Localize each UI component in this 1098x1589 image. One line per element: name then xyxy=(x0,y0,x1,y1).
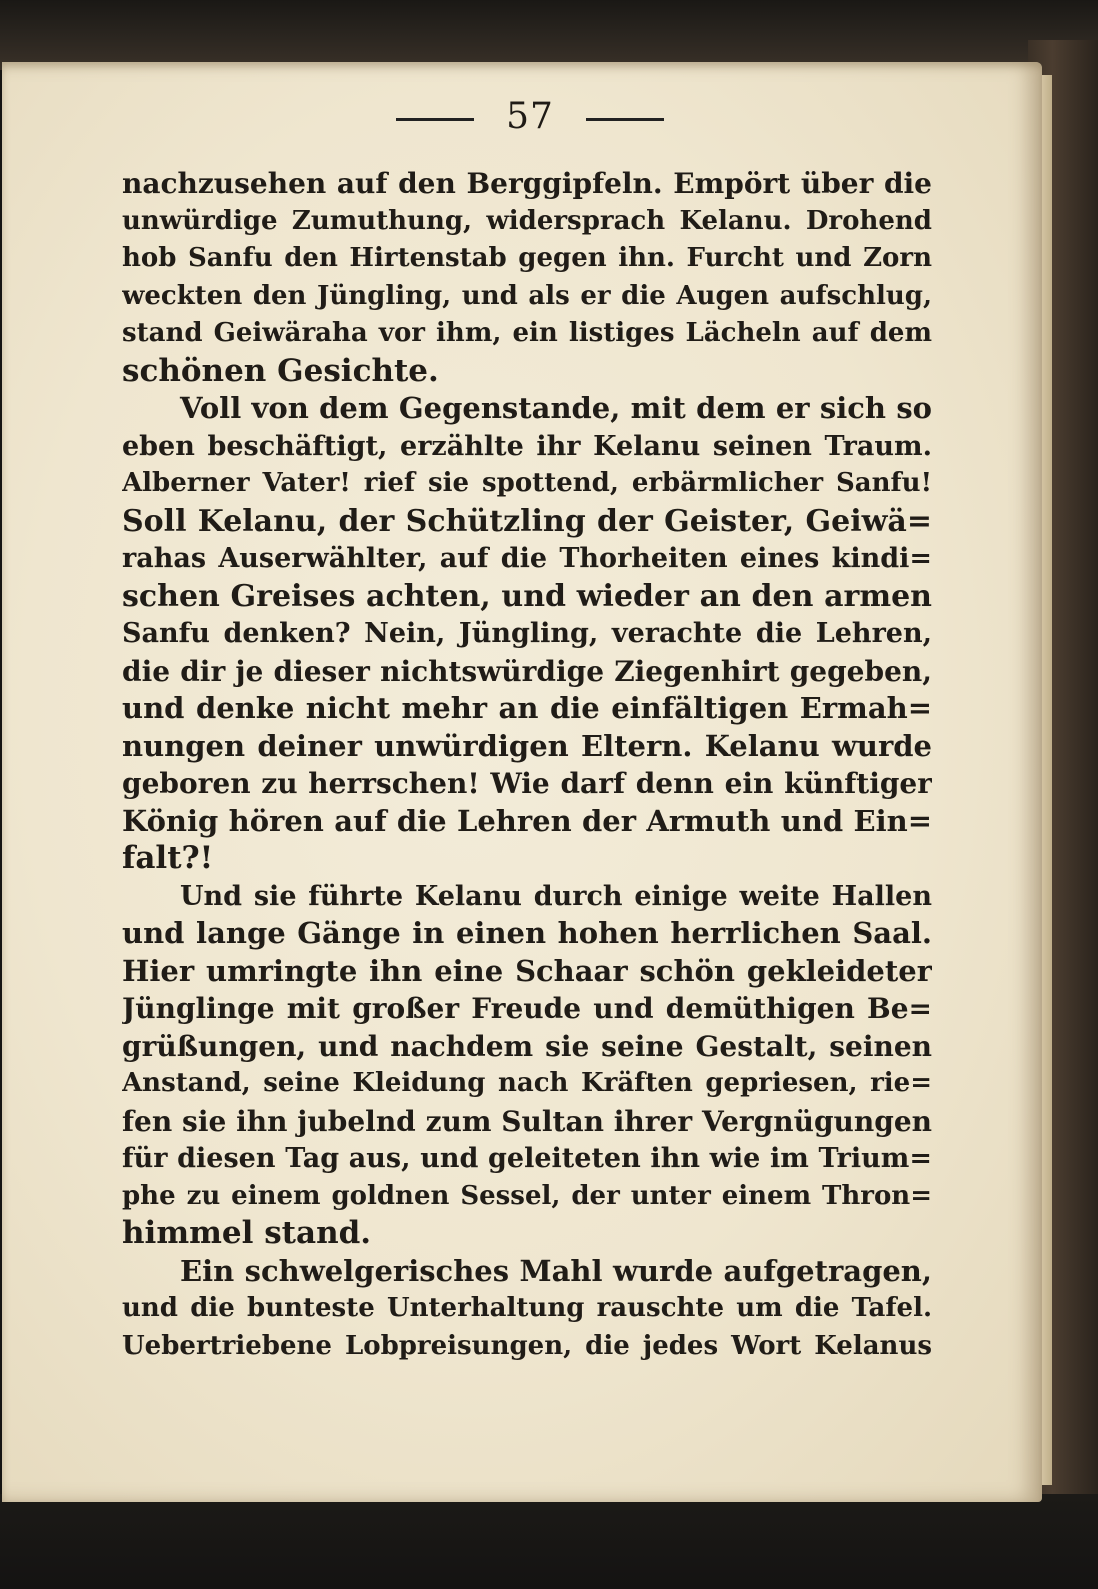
text-line: grüßungen, und nachdem sie seine Gestalt, seinen xyxy=(122,1029,932,1063)
text-line: für diesen Tag aus, und geleiteten ihn wie im Trium= xyxy=(122,1143,932,1174)
text-line: die dir je dieser nichtswürdige Ziegenhirt gegeben, xyxy=(122,654,932,688)
text-line: Und sie führte Kelanu durch einige weite Hallen xyxy=(180,880,932,912)
text-line: hob Sanfu den Hirtenstab gegen ihn. Furcht und Zorn xyxy=(122,243,932,273)
text-line: Ein schwelgerisches Mahl wurde aufgetragen, xyxy=(180,1253,932,1288)
text-line: himmel stand. xyxy=(122,1215,372,1251)
text-line: und lange Gänge in einen hohen herrlichen Saal. xyxy=(122,916,932,950)
text-line: schen Greises achten, und wieder an den armen xyxy=(122,578,932,614)
text-line: nungen deiner unwürdigen Eltern. Kelanu wurde xyxy=(122,728,932,763)
text-line: Uebertriebene Lobpreisungen, die jedes Wort Kelanus xyxy=(122,1330,932,1361)
body-text xyxy=(122,165,932,1365)
text-line: rahas Auserwählter, auf die Thorheiten eines kindi= xyxy=(122,543,932,574)
text-line: stand Geiwäraha vor ihm, ein listiges Lächeln auf dem xyxy=(122,318,932,348)
book-cover-bottom xyxy=(0,1494,1098,1589)
text-line: falt?! xyxy=(122,840,214,876)
text-line: Sanfu denken? Nein, Jüngling, verachte die Lehren, xyxy=(122,618,932,649)
text-line: Soll Kelanu, der Schützling der Geister, Geiwä= xyxy=(122,503,932,539)
text-line: Anstand, seine Kleidung nach Kräften gepriesen, rie= xyxy=(122,1068,932,1098)
text-line: weckten den Jüngling, und als er die Augen aufschlug, xyxy=(122,280,932,311)
text-line: König hören auf die Lehren der Armuth und Ein= xyxy=(122,803,932,838)
text-line: phe zu einem goldnen Sessel, der unter einem Thron= xyxy=(122,1180,932,1211)
page-header xyxy=(0,96,1060,137)
text-line: geboren zu herrschen! Wie darf denn ein künftiger xyxy=(122,767,932,800)
text-line: Voll von dem Gegenstande, mit dem er sich so xyxy=(180,391,932,425)
text-line: fen sie ihn jubelnd zum Sultan ihrer Vergnügungen xyxy=(122,1104,932,1138)
text-line: eben beschäftigt, erzählte ihr Kelanu seinen Traum. xyxy=(122,430,932,462)
text-line: unwürdige Zumuthung, widersprach Kelanu. Drohend xyxy=(122,205,932,236)
text-line: Alberner Vater! rief sie spottend, erbärmlicher Sanfu! xyxy=(122,468,932,498)
header-rule-left xyxy=(396,118,474,121)
header-rule-right xyxy=(586,118,664,121)
text-line: und denke nicht mehr an die einfältigen Ermah= xyxy=(122,691,932,725)
text-line: schönen Gesichte. xyxy=(122,352,439,389)
text-line: und die bunteste Unterhaltung rauschte um die Tafel. xyxy=(122,1293,932,1323)
text-line: Jünglinge mit großer Freude und demüthigen Be= xyxy=(122,992,932,1025)
text-line: Hier umringte ihn eine Schaar schön gekleideter xyxy=(122,953,932,988)
text-line: nachzusehen auf den Berggipfeln. Empört über die xyxy=(122,167,932,200)
page-number: 57 xyxy=(506,96,554,137)
book-cover-top xyxy=(0,0,1098,70)
